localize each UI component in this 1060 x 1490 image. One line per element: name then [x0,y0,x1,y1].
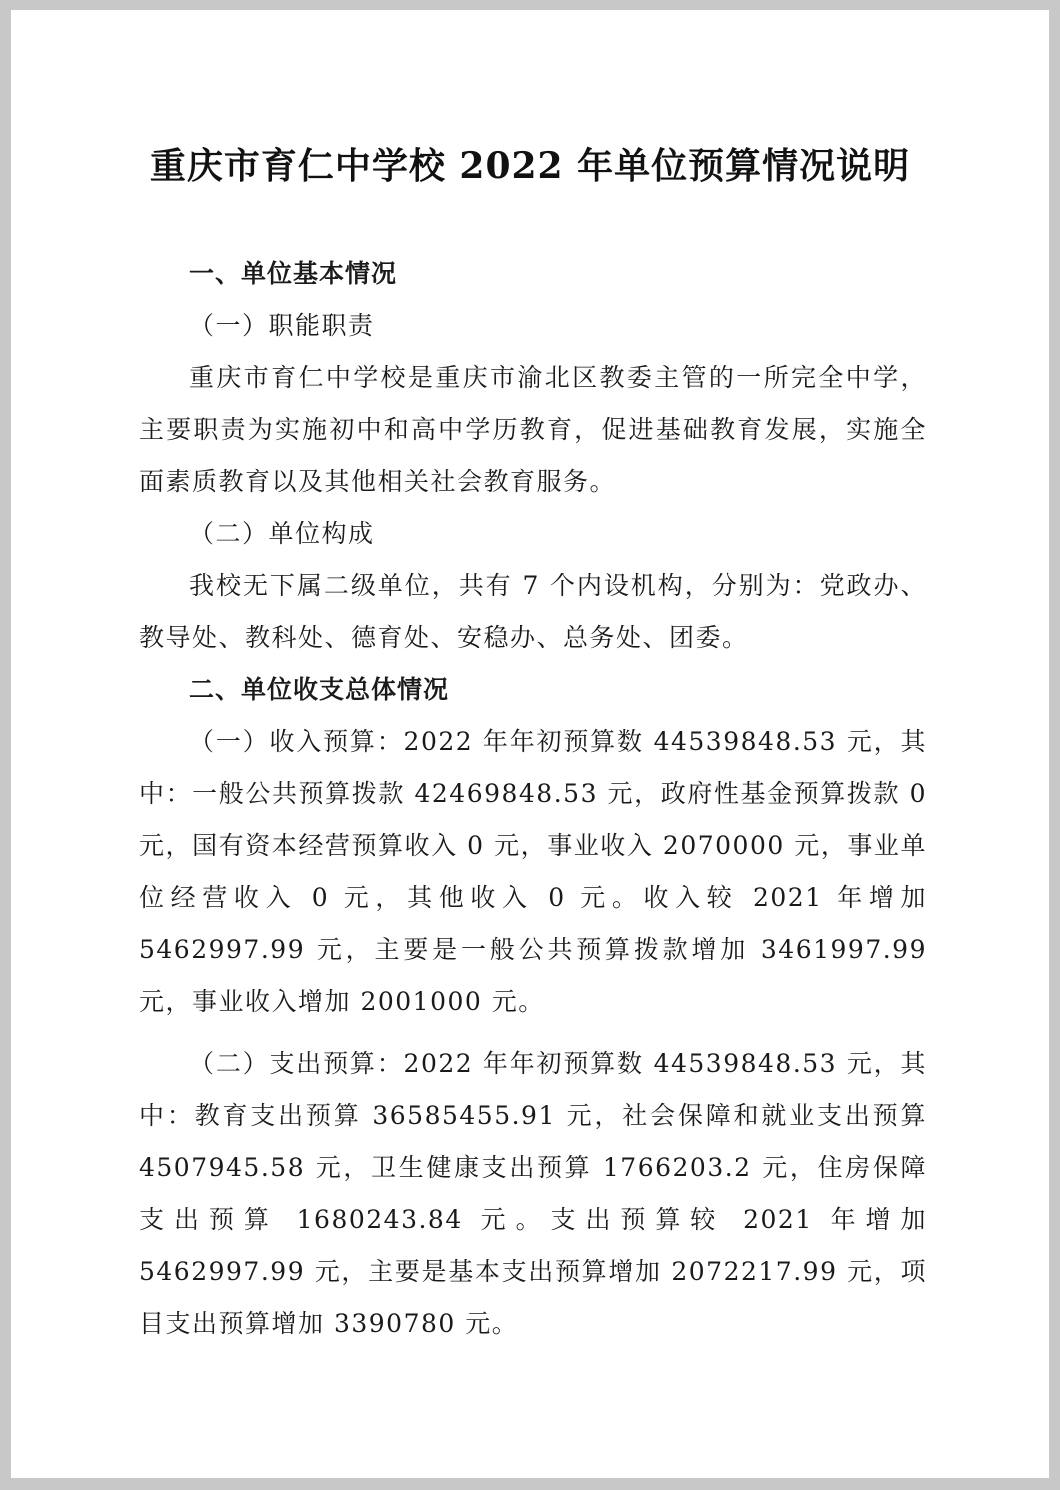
income-budget-text: （一）收入预算：2022 年年初预算数 44539848.53 元，其中：一般公共预算拨款 42469848.53 元，政府性基金预算拨款 0 元，国有资本经营预算收入 0 元，事业收入 2070000 元，事业单位经营收入 0 元，其他收入 0 元。收入较 2021 年增加 5462997.99 元，主要是一般公共预算拨款增加 3461997.99 元，事业收入增加 2001000 元。 [139,727,927,1016]
section-1-heading: 一、单位基本情况 [189,259,398,288]
section-1-sub-2-text: 我校无下属二级单位，共有 7 个内设机构，分别为：党政办、教导处、教科处、德育处、安稳办、总务处、团委。 [139,571,927,652]
section-2-heading: 二、单位收支总体情况 [189,675,450,704]
section-1-sub-1-text: 重庆市育仁中学校是重庆市渝北区教委主管的一所完全中学，主要职责为实施初中和高中学历教育，促进基础教育发展，实施全面素质教育以及其他相关社会教育服务。 [139,363,927,496]
document-page [11,10,1049,1478]
section-1-sub-1-heading: （一）职能职责 [189,311,375,340]
section-1-sub-2-heading: （二）单位构成 [189,519,375,548]
expense-budget-text: （二）支出预算：2022 年年初预算数 44539848.53 元，其中：教育支出预算 36585455.91 元，社会保障和就业支出预算 4507945.58 元，卫生健康支出预算 1766203.2 元，住房保障支出预算 1680243.84 元。支出预算较 2021 年增加 5462997.99 元，主要是基本支出预算增加 2072217.99 元，项目支出预算增加 3390780 元。 [139,1049,927,1338]
document-body [139,248,927,1350]
document-title: 重庆市育仁中学校 2022 年单位预算情况说明 [149,145,911,187]
